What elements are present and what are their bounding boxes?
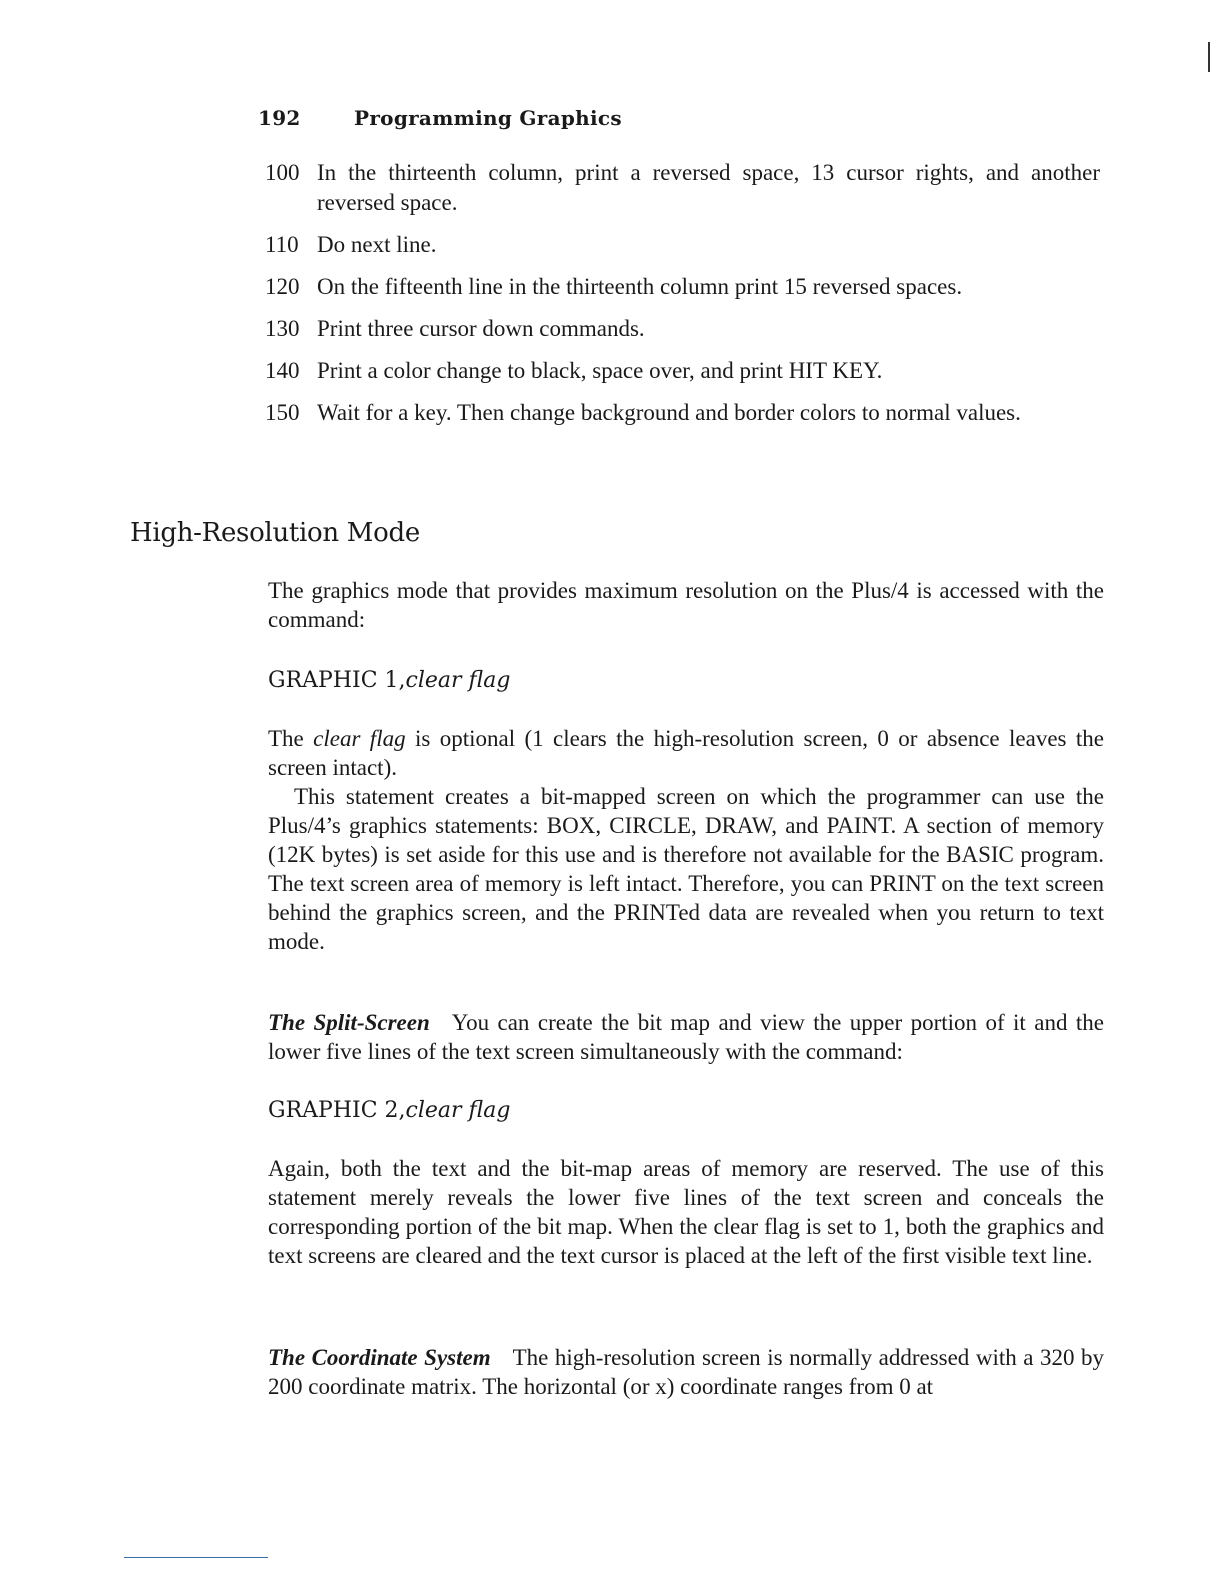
running-title: Programming Graphics [354,106,622,130]
step-item [265,398,1100,428]
split-screen-text: You can create the bit map and view the upper portion of it and the lower five lines of the text screen simultaneously with the command: [268,1010,1104,1064]
statement-paragraph: This statement creates a bit-mapped screen on which the programmer can use the Plus/4’s graphics statements: BOX, CIRCLE, DRAW, and PAINT. A section of memory (12K bytes) is set aside for this use and is therefore not available for the BASIC program. The text screen area of memory is left intact. Therefore, you can PRINT on the text screen behind the graphics screen, and the PRINTed data are revealed when you return to text mode. [268,784,1104,954]
command-keyword: GRAPHIC 2, [268,1098,406,1123]
split-screen-title: The Split-Screen [268,1010,430,1035]
step-item [265,356,1100,386]
step-number: 110 [265,232,299,257]
step-number: 150 [265,400,300,425]
footer-rule [124,1557,268,1558]
intro-paragraph: The graphics mode that provides maximum resolution on the Plus/4 is accessed with the command: [268,578,1104,632]
step-text: Print a color change to black, space over, and print HIT KEY. [317,358,883,383]
step-number: 120 [265,274,300,299]
command-keyword: GRAPHIC 1, [268,668,406,693]
graphic-2-command [268,1098,510,1123]
split-screen-paragraph [268,1008,1104,1066]
clear-flag-description: is optional (1 clears the high-resolution screen, 0 or absence leaves the screen intact). [268,726,1104,780]
clear-flag-term: clear flag [313,726,406,751]
page-number: 192 [258,106,301,130]
step-text: Print three cursor down commands. [317,316,645,341]
step-item [265,314,1100,344]
graphic-1-command [268,668,510,693]
clear-flag-paragraph [268,724,1104,956]
coordinate-system-text: The high-resolution screen is normally addressed with a 320 by 200 coordinate matrix. The horizontal (or x) coordinate ranges from 0 at [268,1345,1104,1399]
coordinate-system-title: The Coordinate System [268,1345,491,1370]
margin-mark [1208,42,1210,72]
step-number: 100 [265,160,300,185]
again-paragraph: Again, both the text and the bit-map areas of memory are reserved. The use of this statement merely reveals the lower five lines of the text screen and conceals the corresponding portion of the bit map. When the clear flag is set to 1, both the graphics and text screens are cleared and the text cursor is placed at the left of the first visible text line. [268,1156,1104,1268]
step-item [265,158,1100,218]
step-number: 140 [265,358,300,383]
program-step-list [265,158,1100,440]
command-argument: clear flag [405,1098,511,1123]
step-text: Do next line. [317,232,437,257]
step-item [265,272,1100,302]
step-text: Wait for a key. Then change background and border colors to normal values. [317,400,1021,425]
step-number: 130 [265,316,300,341]
step-text: In the thirteenth column, print a reversed space, 13 cursor rights, and another reversed space. [317,160,1100,215]
clear-flag-lead: The [268,726,314,751]
command-argument: clear flag [405,668,511,693]
step-text: On the fifteenth line in the thirteenth column print 15 reversed spaces. [317,274,963,299]
section-heading: High-Resolution Mode [130,518,420,548]
coordinate-system-paragraph [268,1343,1104,1401]
step-item [265,230,1100,260]
page-header [258,106,622,130]
